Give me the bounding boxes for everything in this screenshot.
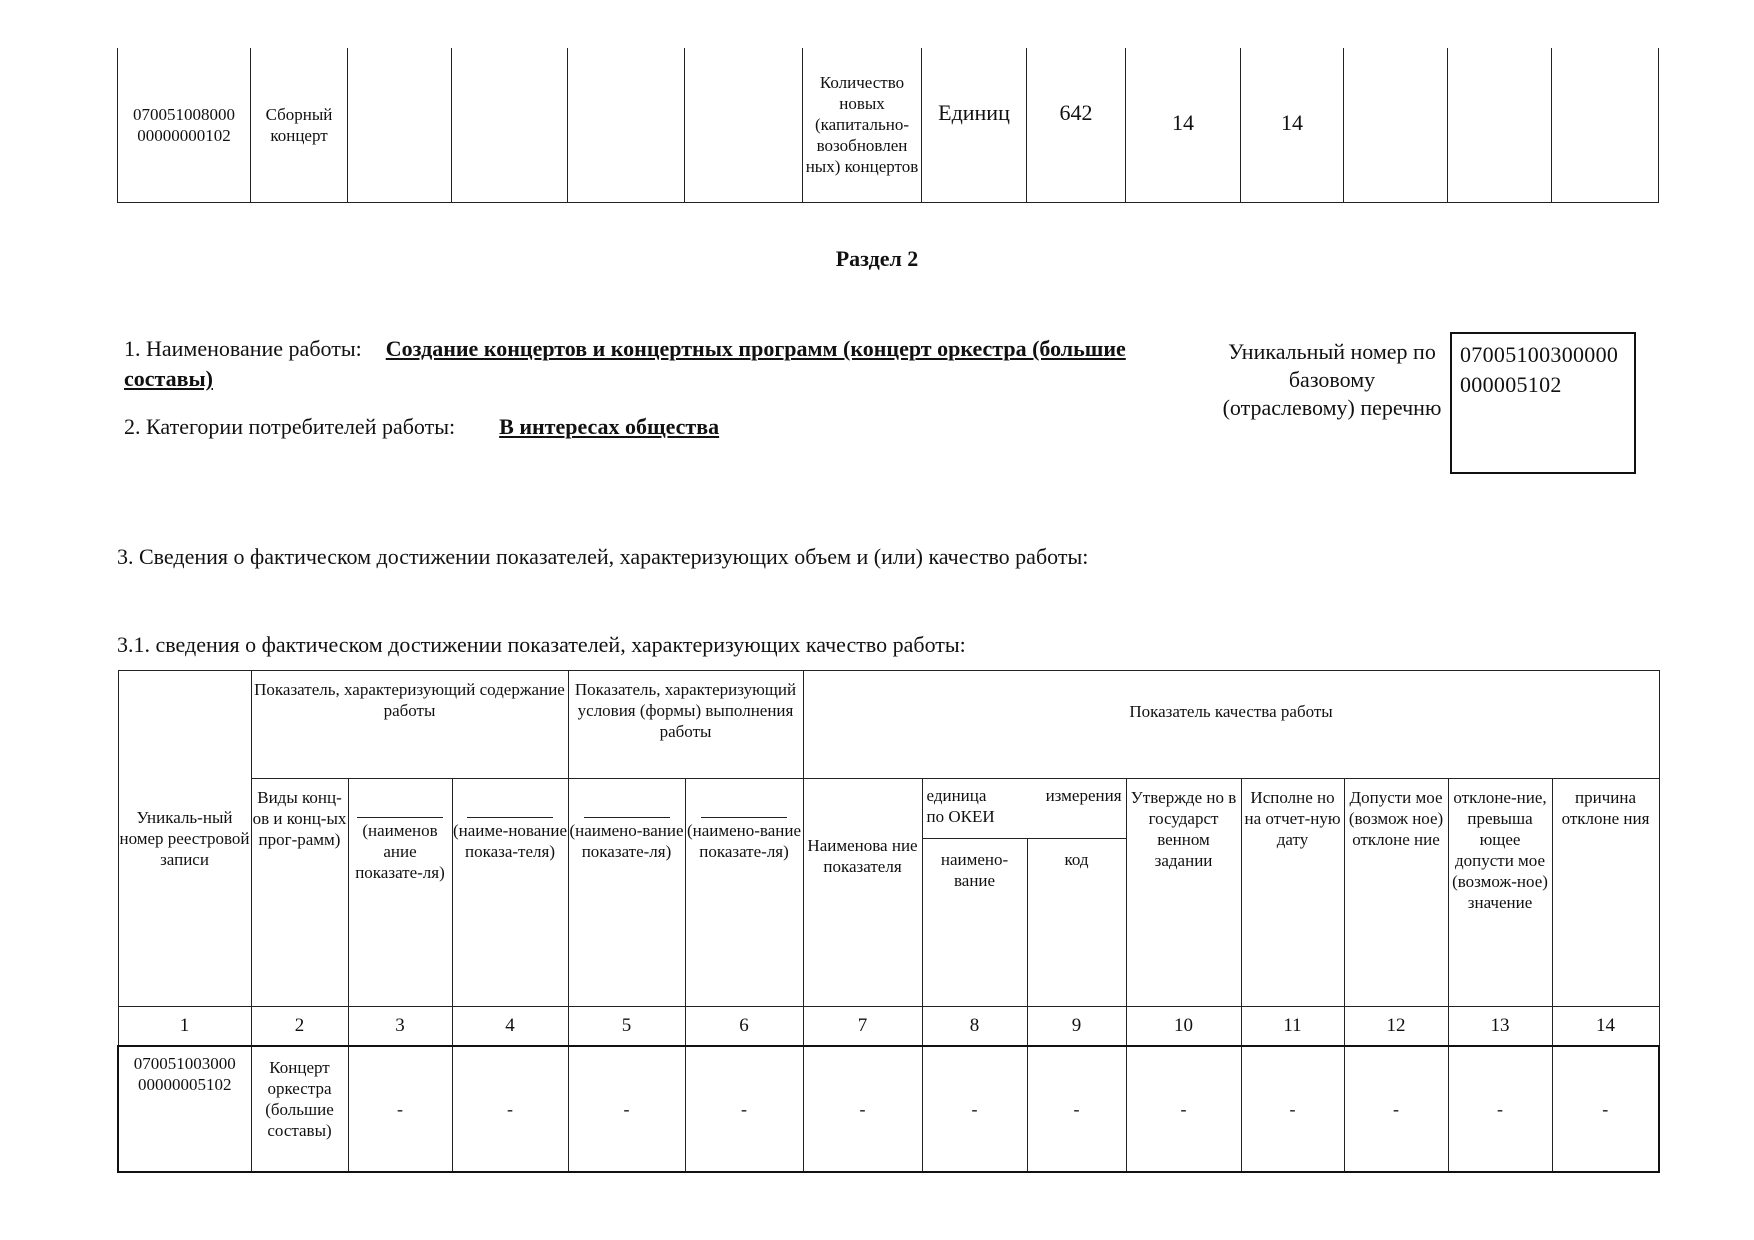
header-col7 — [803, 779, 922, 1007]
header-registry-text: Уникаль-ный номер реестровой записи — [119, 808, 250, 869]
column-number: 2 — [251, 1007, 348, 1047]
header-col5-text: (наимено-вание показате-ля) — [569, 821, 684, 861]
header-conditions-group — [568, 671, 803, 779]
column-number: 12 — [1344, 1007, 1448, 1047]
header-col4 — [452, 779, 568, 1007]
work-type-cell — [251, 48, 348, 202]
header-unit-group — [922, 779, 1126, 839]
row-value: - — [1344, 1046, 1448, 1172]
indicator-name: Количество новых (капитально-возобновлен ных) концертов — [805, 73, 919, 177]
header-col5 — [568, 779, 685, 1007]
column-number: 9 — [1027, 1007, 1126, 1047]
header-content-group — [251, 671, 568, 779]
column-number: 11 — [1241, 1007, 1344, 1047]
row-value: - — [1241, 1046, 1344, 1172]
column-number: 10 — [1126, 1007, 1241, 1047]
column-number: 1 — [118, 1007, 251, 1047]
header-col8 — [922, 839, 1027, 1007]
header-col6-text: (наимено-вание показате-ля) — [686, 821, 802, 861]
approved-cell — [1126, 48, 1241, 202]
header-col2 — [251, 779, 348, 1007]
previous-section-table — [117, 48, 1659, 203]
header-col9-text: код — [1064, 850, 1089, 869]
heading-3-1: 3.1. сведения о фактическом достижении показателей, характеризующих качество работы: — [117, 632, 966, 657]
row-value: - — [685, 1046, 803, 1172]
row-value: - — [568, 1046, 685, 1172]
header-col14-text: причина отклоне ния — [1561, 788, 1650, 828]
blank-line — [701, 817, 787, 818]
header-col2-text: Виды конц-ов и конц-ых прог-рамм) — [252, 788, 347, 849]
empty-cell — [452, 48, 568, 202]
header-col11-text: Исполне но на отчет-ную дату — [1244, 788, 1341, 849]
header-col3-text: (наименов ание показате-ля) — [355, 821, 445, 882]
header-col12 — [1344, 779, 1448, 1007]
unit-name-cell — [922, 48, 1027, 202]
row-value: - — [922, 1046, 1027, 1172]
header-col7-text: Наименова ние показателя — [807, 836, 918, 876]
header-col12-text: Допусти мое (возмож ное) отклоне ние — [1348, 788, 1444, 849]
column-number: 8 — [922, 1007, 1027, 1047]
work-type: Сборный концерт — [265, 104, 333, 145]
empty-cell — [568, 48, 685, 202]
header-col3 — [348, 779, 452, 1007]
column-number: 5 — [568, 1007, 685, 1047]
row-value: - — [1552, 1046, 1659, 1172]
header-col10 — [1126, 779, 1241, 1007]
header-col9 — [1027, 839, 1126, 1007]
header-content-group-text: Показатель, характеризующий содержание работы — [254, 680, 565, 720]
column-number: 4 — [452, 1007, 568, 1047]
blank-line — [467, 817, 553, 818]
column-number: 7 — [803, 1007, 922, 1047]
unit-code-cell — [1027, 48, 1126, 202]
row-value: - — [348, 1046, 452, 1172]
header-col8-text: наимено-вание — [940, 850, 1009, 890]
header-col11 — [1241, 779, 1344, 1007]
approved-value: 14 — [1172, 110, 1194, 135]
unit-group-right: измерения — [1045, 786, 1122, 805]
unique-number-label: Уникальный номер по базовому (отраслевому) перечню — [1222, 339, 1442, 420]
row-value: - — [1126, 1046, 1241, 1172]
empty-cell — [348, 48, 452, 202]
registry-number: 070051008000 00000000102 — [133, 104, 235, 145]
row-value: - — [803, 1046, 922, 1172]
header-registry — [118, 671, 251, 1007]
row-value: - — [1027, 1046, 1126, 1172]
work-name-value: Создание концертов и концертных программ (концерт оркестра (большие составы) — [124, 336, 1126, 391]
heading-3: 3. Сведения о фактическом достижении показателей, характеризующих объем и (или) качество работы: — [117, 544, 1089, 569]
header-quality-group-text: Показатель качества работы — [1129, 702, 1333, 721]
work-name-line — [124, 334, 1184, 394]
unique-number-box: 07005100300000 000005102 — [1450, 332, 1636, 474]
blank-line — [584, 817, 670, 818]
column-number: 6 — [685, 1007, 803, 1047]
header-col13 — [1448, 779, 1552, 1007]
blank-line — [357, 817, 443, 818]
table-row — [118, 1046, 1659, 1172]
column-number: 3 — [348, 1007, 452, 1047]
header-col10-text: Утвержде но в государст венном задании — [1130, 788, 1237, 870]
row-registry-number: 070051003000 00000005102 — [118, 1046, 251, 1172]
unit-name: Единиц — [938, 100, 1010, 125]
consumers-line — [124, 414, 719, 440]
unit-group-okei: по ОКЕИ — [926, 807, 995, 826]
executed-value: 14 — [1281, 110, 1303, 135]
quality-indicators-table — [117, 670, 1660, 1173]
header-conditions-group-text: Показатель, характеризующий условия (формы) выполнения работы — [574, 680, 797, 741]
header-col14 — [1552, 779, 1659, 1007]
indicator-name-cell — [803, 48, 922, 202]
work-name-label: 1. Наименование работы: — [124, 336, 362, 361]
unit-group-left: единица — [926, 786, 987, 805]
row-value: - — [452, 1046, 568, 1172]
column-number: 13 — [1448, 1007, 1552, 1047]
empty-cell — [1552, 48, 1659, 202]
row-work-type: Концерт оркестра (большие составы) — [251, 1046, 348, 1172]
header-col6 — [685, 779, 803, 1007]
executed-cell — [1241, 48, 1344, 202]
row-value: - — [1448, 1046, 1552, 1172]
consumers-value: В интересах общества — [499, 414, 720, 439]
empty-cell — [685, 48, 803, 202]
column-number: 14 — [1552, 1007, 1659, 1047]
header-col13-text: отклоне-ние, превыша ющее допусти мое (возмож-ное) значение — [1452, 788, 1548, 912]
consumers-label: 2. Категории потребителей работы: — [124, 414, 456, 439]
section-title: Раздел 2 — [835, 246, 919, 271]
empty-cell — [1448, 48, 1552, 202]
header-col4-text: (наиме-нование показа-теля) — [452, 821, 568, 861]
unit-code: 642 — [1059, 100, 1093, 125]
empty-cell — [1344, 48, 1448, 202]
registry-number-cell — [118, 48, 251, 202]
header-quality-group — [803, 671, 1659, 779]
